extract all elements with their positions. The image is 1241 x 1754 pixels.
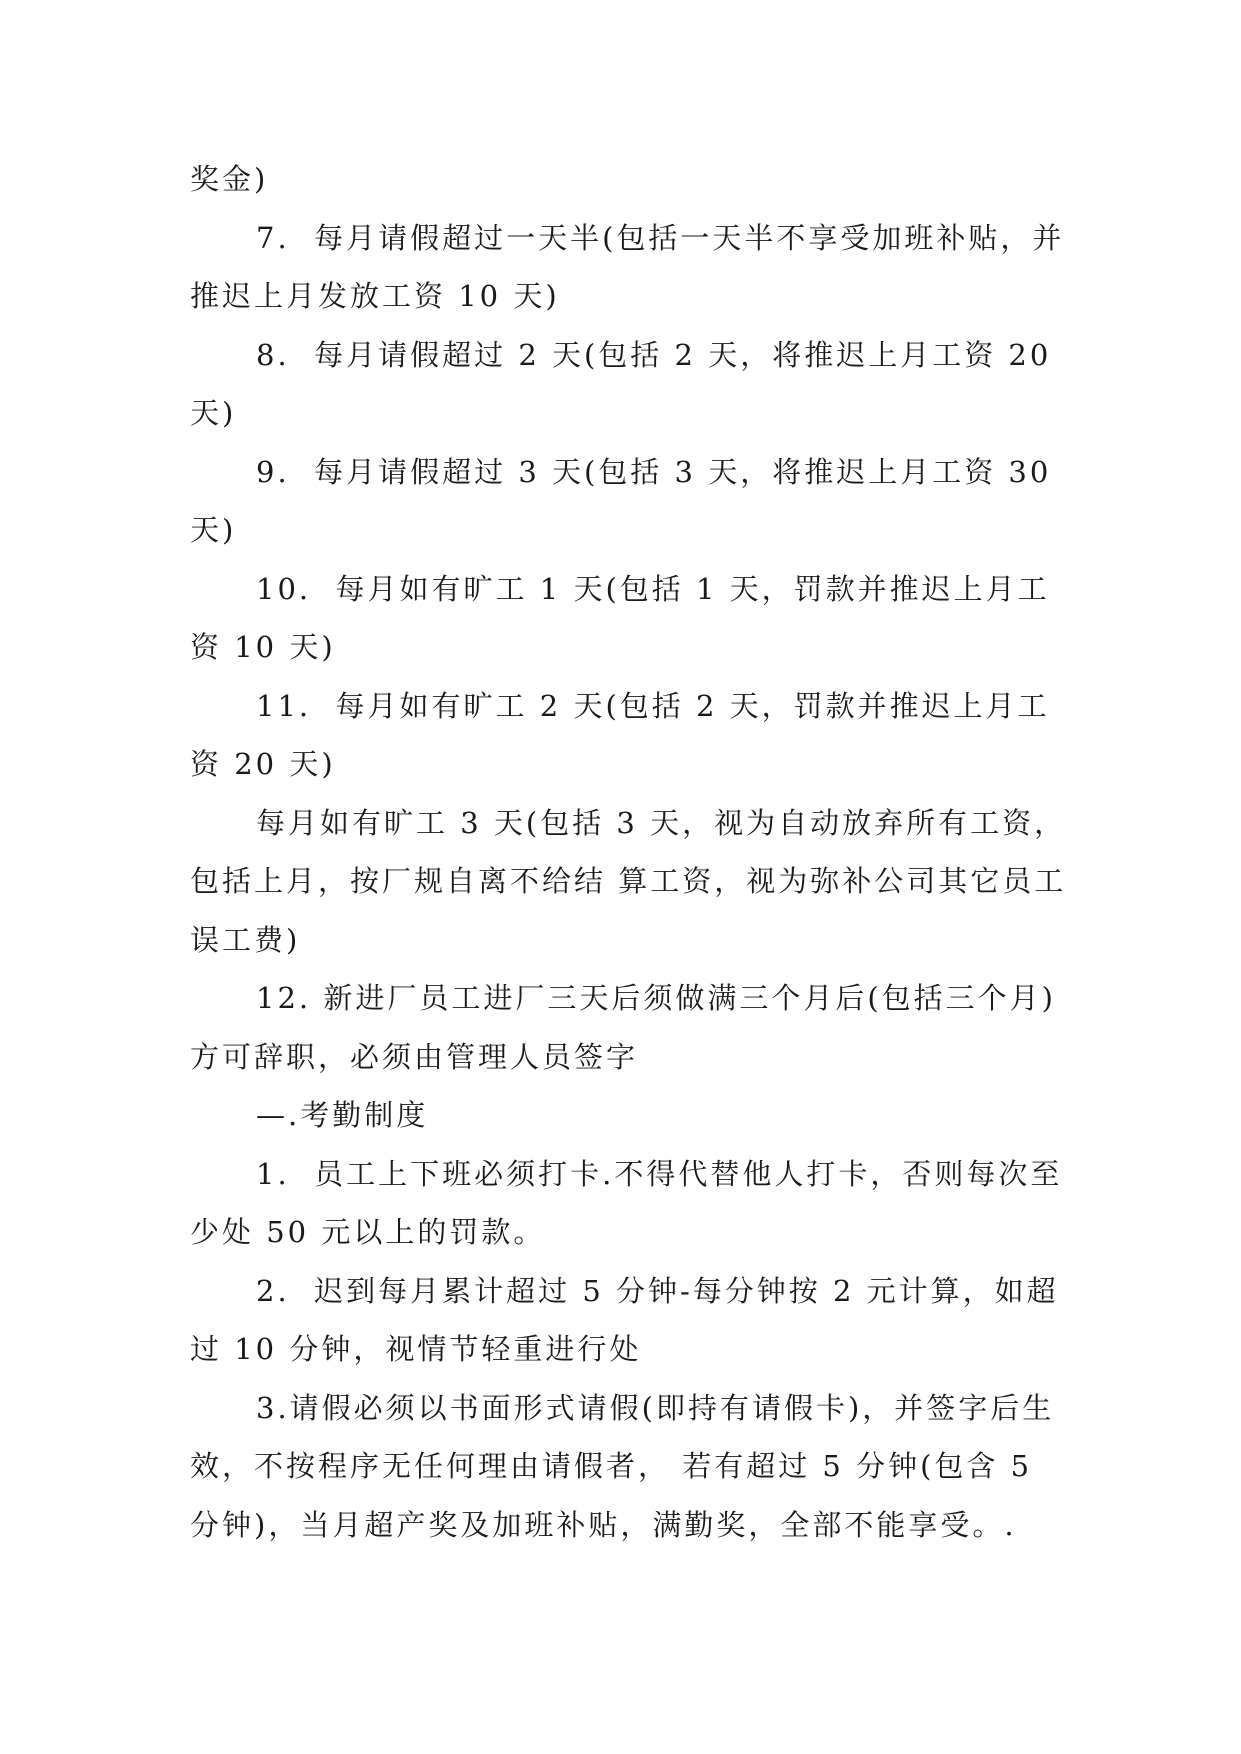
paragraph-bonus-end: 奖金) — [190, 162, 269, 196]
paragraph-attendance-1: 1. 员工上下班必须打卡.不得代替他人打卡，否则每次至少处 50 元以上的罚款。 — [190, 1156, 1063, 1249]
paragraph-attendance-2: 2. 迟到每月累计超过 5 分钟-每分钟按 2 元计算，如超过 10 分钟，视情节轻重进行处 — [190, 1273, 1059, 1366]
paragraph-rule-9: 9. 每月请假超过 3 天(包括 3 天，将推迟上月工资 30 天) — [190, 454, 1064, 547]
paragraph-rule-8: 8. 每月请假超过 2 天(包括 2 天，将推迟上月工资 20 天) — [190, 337, 1064, 430]
paragraph-rule-11: 11. 每月如有旷工 2 天(包括 2 天，罚款并推迟上月工资 20 天) — [190, 688, 1050, 781]
section-heading-attendance: —.考勤制度 — [256, 1098, 429, 1132]
paragraph-rule-7: 7. 每月请假超过一天半(包括一天半不享受加班补贴，并推迟上月发放工资 10 天) — [190, 220, 1065, 313]
paragraph-attendance-3: 3.请假必须以书面形式请假(即持有请假卡)，并签字后生效，不按程序无任何理由请假者， 若有超过 5 分钟(包含 5 分钟)，当月超产奖及加班补贴，满勤奖，全部不能享受。. — [190, 1390, 1055, 1542]
paragraph-rule-10: 10. 每月如有旷工 1 天(包括 1 天，罚款并推迟上月工资 10 天) — [190, 571, 1050, 664]
document-body — [190, 150, 1070, 1554]
paragraph-rule-12: 12. 新进厂员工进厂三天后须做满三个月后(包括三个月)方可辞职，必须由管理人员签字 — [190, 981, 1056, 1074]
paragraph-absence-3-days: 每月如有旷工 3 天(包括 3 天，视为自动放弃所有工资，包括上月，按厂规自离不给结 算工资，视为弥补公司其它员工误工费) — [190, 805, 1067, 957]
